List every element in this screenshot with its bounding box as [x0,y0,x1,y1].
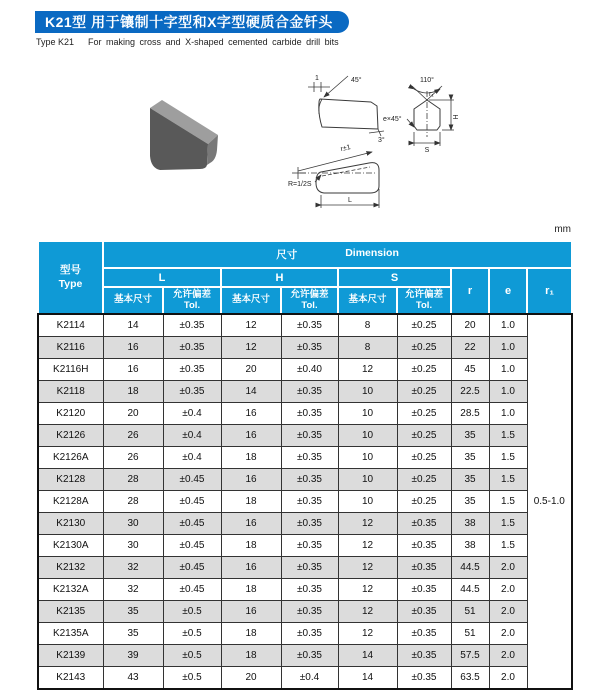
cell-e: 1.5 [489,491,527,513]
insert-3d-image [150,100,218,170]
cell-h-tol: ±0.35 [281,601,338,623]
cell-h: 16 [221,469,281,491]
cell-r: 51 [451,623,489,645]
col-header-type [38,241,103,314]
cell-s: 10 [338,381,397,403]
front-tip-radius-label: r₁ [429,91,434,98]
cell-s-tol: ±0.25 [397,314,451,337]
cell-r: 28.5 [451,403,489,425]
cell-h-tol: ±0.35 [281,314,338,337]
cell-r: 44.5 [451,579,489,601]
technical-drawings [120,56,490,226]
cell-r: 22 [451,337,489,359]
cell-h-tol: ±0.35 [281,557,338,579]
cell-type: K2130 [38,513,103,535]
cell-type: K2139 [38,645,103,667]
cell-r: 35 [451,447,489,469]
table-row [38,579,572,601]
cell-h: 18 [221,447,281,469]
cell-s: 14 [338,667,397,690]
cell-l-tol: ±0.35 [163,337,221,359]
cell-r: 57.5 [451,645,489,667]
cell-h-tol: ±0.35 [281,623,338,645]
col-header-r1: r₁ [527,268,572,314]
dimension-label-en: Dimension [345,247,399,259]
cell-l-tol: ±0.45 [163,535,221,557]
cell-e: 2.0 [489,601,527,623]
cell-l-tol: ±0.45 [163,491,221,513]
cell-l: 39 [103,645,163,667]
cell-e: 2.0 [489,645,527,667]
cell-s: 14 [338,645,397,667]
cell-l: 43 [103,667,163,690]
table-row [38,667,572,690]
cell-l-tol: ±0.5 [163,645,221,667]
cell-l: 32 [103,557,163,579]
cell-s: 12 [338,557,397,579]
front-chamfer-label: e×45° [383,116,402,123]
side-clearance-angle-label: 3° [378,137,385,144]
table-row [38,381,572,403]
col-header-h-basic: 基本尺寸 [221,287,281,314]
cell-type: K2120 [38,403,103,425]
cell-e: 1.5 [489,535,527,557]
col-header-type-cn: 型号 [60,264,81,277]
cell-r: 45 [451,359,489,381]
cell-h: 20 [221,359,281,381]
cell-r: 22.5 [451,381,489,403]
cell-h: 16 [221,601,281,623]
front-width-label: S [424,147,430,154]
cell-s-tol: ±0.35 [397,557,451,579]
col-header-h: H [221,268,338,287]
cell-l: 32 [103,579,163,601]
cell-s: 10 [338,403,397,425]
cell-l: 28 [103,469,163,491]
cell-h: 16 [221,403,281,425]
col-header-l-tol: 允许偏差 Tol. [163,287,221,314]
top-taper-angle-label: r±1 [339,143,352,154]
cell-s: 12 [338,359,397,381]
cell-e: 2.0 [489,667,527,690]
cell-e: 1.0 [489,359,527,381]
cell-s: 12 [338,513,397,535]
cell-e: 1.5 [489,447,527,469]
cell-l: 20 [103,403,163,425]
dimension-label-cn: 尺寸 [276,249,298,261]
side-view-drawing [308,75,385,144]
spec-table [37,240,573,690]
cell-type: K2116 [38,337,103,359]
col-header-h-tol: 允许偏差 Tol. [281,287,338,314]
cell-h: 12 [221,337,281,359]
cell-l: 18 [103,381,163,403]
cell-l: 30 [103,535,163,557]
cell-h: 18 [221,579,281,601]
cell-h: 16 [221,513,281,535]
unit-label: mm [554,224,571,235]
cell-h: 14 [221,381,281,403]
cell-h: 12 [221,314,281,337]
col-header-l-basic: 基本尺寸 [103,287,163,314]
cell-r: 51 [451,601,489,623]
cell-l: 35 [103,601,163,623]
cell-s: 10 [338,425,397,447]
cell-r: 63.5 [451,667,489,690]
cell-h-tol: ±0.35 [281,491,338,513]
table-row [38,403,572,425]
cell-s-tol: ±0.35 [397,667,451,690]
cell-type: K2128A [38,491,103,513]
col-header-s-basic: 基本尺寸 [338,287,397,314]
front-tip-angle-label: 110° [420,77,434,84]
cell-s-tol: ±0.25 [397,381,451,403]
cell-type: K2118 [38,381,103,403]
cell-h: 20 [221,667,281,690]
cell-s: 12 [338,535,397,557]
cell-e: 1.0 [489,337,527,359]
cell-type: K2116H [38,359,103,381]
front-height-label: H [453,114,460,120]
cell-l: 30 [103,513,163,535]
cell-e: 1.5 [489,469,527,491]
subtitle-description: For making cross and X-shaped cemented carbide drill bits [88,37,339,47]
cell-l: 26 [103,425,163,447]
spec-table-body [38,314,572,689]
cell-type: K2135A [38,623,103,645]
col-header-r: r [451,268,489,314]
cell-type: K2143 [38,667,103,690]
cell-type: K2128 [38,469,103,491]
cell-h-tol: ±0.35 [281,645,338,667]
cell-l: 16 [103,337,163,359]
cell-s: 8 [338,314,397,337]
cell-h-tol: ±0.35 [281,403,338,425]
cell-s-tol: ±0.25 [397,491,451,513]
cell-l: 26 [103,447,163,469]
cell-l: 16 [103,359,163,381]
cell-s: 10 [338,491,397,513]
table-row [38,491,572,513]
cell-h-tol: ±0.40 [281,359,338,381]
cell-s: 12 [338,623,397,645]
cell-s-tol: ±0.35 [397,535,451,557]
table-row [38,601,572,623]
cell-h-tol: ±0.35 [281,337,338,359]
cell-s-tol: ±0.25 [397,337,451,359]
table-row [38,623,572,645]
cell-h-tol: ±0.35 [281,425,338,447]
table-row [38,645,572,667]
cell-l: 35 [103,623,163,645]
cell-e: 2.0 [489,579,527,601]
cell-e: 1.0 [489,314,527,337]
front-view-drawing [383,76,460,154]
col-header-s: S [338,268,451,287]
table-row [38,425,572,447]
cell-s-tol: ±0.25 [397,425,451,447]
cell-h: 18 [221,535,281,557]
cell-l: 28 [103,491,163,513]
cell-s: 12 [338,579,397,601]
side-land-width-label: 1 [315,75,319,82]
table-row [38,557,572,579]
cell-s-tol: ±0.35 [397,601,451,623]
cell-h-tol: ±0.35 [281,579,338,601]
cell-type: K2132A [38,579,103,601]
cell-h-tol: ±0.35 [281,513,338,535]
top-view-drawing [288,144,379,208]
cell-r: 35 [451,425,489,447]
cell-l-tol: ±0.45 [163,557,221,579]
cell-h-tol: ±0.35 [281,447,338,469]
cell-type: K2114 [38,314,103,337]
cell-r: 38 [451,535,489,557]
cell-s-tol: ±0.25 [397,447,451,469]
col-header-s-tol: 允许偏差 Tol. [397,287,451,314]
cell-h-tol: ±0.35 [281,535,338,557]
cell-s: 12 [338,601,397,623]
cell-s-tol: ±0.25 [397,469,451,491]
side-chamfer-angle-label: 45° [351,77,362,84]
table-row [38,337,572,359]
table-row [38,314,572,337]
cell-l-tol: ±0.5 [163,667,221,690]
cell-l-tol: ±0.45 [163,579,221,601]
table-row [38,447,572,469]
cell-r: 44.5 [451,557,489,579]
cell-h: 16 [221,557,281,579]
cell-l-tol: ±0.35 [163,359,221,381]
cell-type: K2126 [38,425,103,447]
cell-l-tol: ±0.35 [163,314,221,337]
cell-h-tol: ±0.35 [281,381,338,403]
cell-e: 2.0 [489,557,527,579]
cell-l-tol: ±0.5 [163,623,221,645]
cell-type: K2126A [38,447,103,469]
cell-r: 38 [451,513,489,535]
page-title: K21型 用于镶制十字型和X字型硬质合金钎头 [45,14,333,30]
cell-e: 1.0 [489,403,527,425]
table-row [38,513,572,535]
cell-r: 20 [451,314,489,337]
cell-l-tol: ±0.45 [163,469,221,491]
col-header-dimension [103,241,572,268]
cell-e: 1.0 [489,381,527,403]
cell-h: 18 [221,623,281,645]
subtitle-type: Type K21 [36,37,75,47]
cell-s-tol: ±0.35 [397,623,451,645]
cell-type: K2132 [38,557,103,579]
top-nose-radius-label: R=1/2S [288,181,312,188]
cell-e: 2.0 [489,623,527,645]
page-subtitle [36,37,339,47]
cell-h: 18 [221,645,281,667]
cell-s-tol: ±0.35 [397,579,451,601]
cell-l-tol: ±0.35 [163,381,221,403]
table-row [38,469,572,491]
cell-h-tol: ±0.4 [281,667,338,690]
cell-e: 1.5 [489,513,527,535]
cell-l-tol: ±0.4 [163,447,221,469]
title-banner [35,11,349,33]
table-row [38,359,572,381]
cell-s: 8 [338,337,397,359]
cell-s-tol: ±0.35 [397,645,451,667]
cell-l-tol: ±0.4 [163,425,221,447]
cell-r: 35 [451,491,489,513]
table-row [38,535,572,557]
cell-type: K2130A [38,535,103,557]
cell-s: 10 [338,469,397,491]
col-header-e: e [489,268,527,314]
col-header-type-en: Type [58,277,83,290]
cell-l-tol: ±0.5 [163,601,221,623]
cell-type: K2135 [38,601,103,623]
cell-h: 18 [221,491,281,513]
cell-s-tol: ±0.35 [397,513,451,535]
cell-s-tol: ±0.25 [397,403,451,425]
cell-r: 35 [451,469,489,491]
cell-s-tol: ±0.25 [397,359,451,381]
cell-l-tol: ±0.45 [163,513,221,535]
cell-l-tol: ±0.4 [163,403,221,425]
col-header-l: L [103,268,221,287]
cell-h-tol: ±0.35 [281,469,338,491]
cell-l: 14 [103,314,163,337]
cell-e: 1.5 [489,425,527,447]
cell-r1-merged: 0.5-1.0 [527,314,572,689]
cell-h: 16 [221,425,281,447]
top-length-label: L [348,197,352,204]
cell-s: 10 [338,447,397,469]
